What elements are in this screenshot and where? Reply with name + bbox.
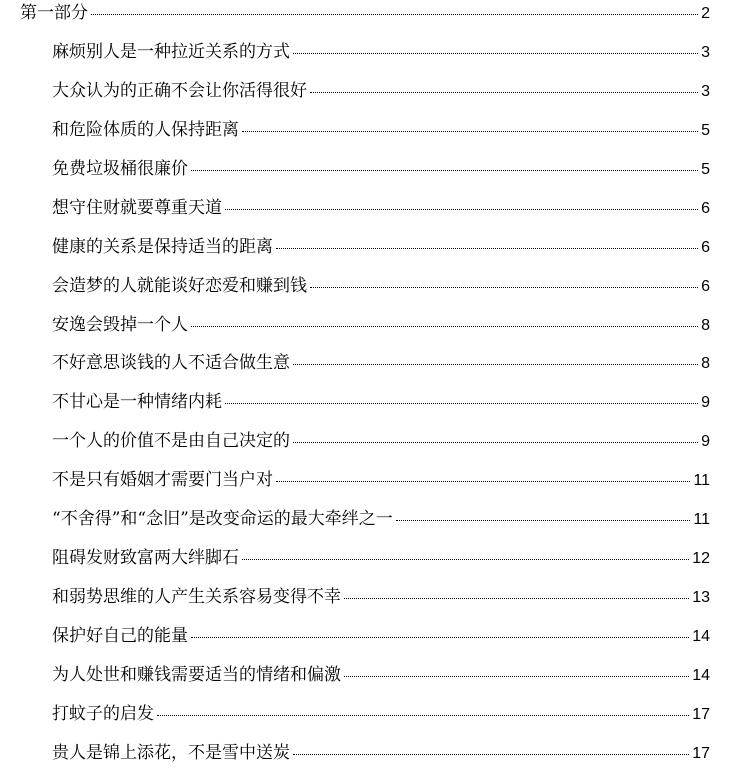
toc-dot-leader bbox=[91, 14, 698, 15]
toc-entry[interactable] bbox=[52, 39, 710, 65]
toc-entry-page-number: 17 bbox=[692, 745, 710, 762]
toc-dot-leader bbox=[242, 559, 689, 560]
toc-dot-leader bbox=[157, 715, 689, 716]
toc-entry-page-number: 17 bbox=[692, 706, 710, 723]
toc-entry[interactable] bbox=[52, 156, 710, 182]
toc-entry-title: 保护好自己的能量 bbox=[52, 626, 188, 646]
toc-entry-page-number: 9 bbox=[701, 394, 710, 411]
toc-entry-page-number: 6 bbox=[701, 278, 710, 295]
toc-entry-page-number: 9 bbox=[701, 433, 710, 450]
toc-dot-leader bbox=[191, 326, 698, 327]
toc-entry-page-number: 3 bbox=[701, 83, 710, 100]
toc-entry-page-number: 6 bbox=[701, 239, 710, 256]
toc-dot-leader bbox=[191, 170, 698, 171]
toc-entry[interactable] bbox=[52, 312, 710, 338]
toc-entry-title: 和危险体质的人保持距离 bbox=[52, 120, 239, 140]
toc-dot-leader bbox=[293, 53, 698, 54]
toc-dot-leader bbox=[344, 598, 689, 599]
toc-entry[interactable] bbox=[52, 623, 710, 649]
toc-entry-title: 大众认为的正确不会让你活得很好 bbox=[52, 81, 307, 101]
toc-entry-page-number: 6 bbox=[701, 200, 710, 217]
toc-dot-leader bbox=[344, 676, 689, 677]
toc-entry-title: 安逸会毁掉一个人 bbox=[52, 315, 188, 335]
toc-dot-leader bbox=[310, 92, 698, 93]
toc-entry-title: 一个人的价值不是由自己决定的 bbox=[52, 431, 290, 451]
toc-dot-leader bbox=[276, 248, 698, 249]
toc-entry-title: 不是只有婚姻才需要门当户对 bbox=[52, 470, 273, 490]
toc-heading-title: 第一部分 bbox=[20, 3, 88, 23]
toc-entry[interactable] bbox=[52, 701, 710, 727]
toc-entry-page-number: 14 bbox=[692, 628, 710, 645]
toc-entry[interactable] bbox=[52, 584, 710, 610]
toc-entry[interactable] bbox=[52, 545, 710, 571]
toc-entry-title: 打蚊子的启发 bbox=[52, 704, 154, 724]
toc-dot-leader bbox=[276, 481, 690, 482]
toc-entry[interactable] bbox=[52, 428, 710, 454]
toc-entry-page-number: 5 bbox=[701, 161, 710, 178]
toc-entry-page-number: 11 bbox=[693, 511, 710, 528]
toc-entry[interactable] bbox=[52, 234, 710, 260]
toc-entry-title: 不甘心是一种情绪内耗 bbox=[52, 392, 222, 412]
toc-entry-page-number: 3 bbox=[701, 44, 710, 61]
toc-entry[interactable] bbox=[52, 78, 710, 104]
toc-entry-title: 麻烦别人是一种拉近关系的方式 bbox=[52, 42, 290, 62]
toc-entry-page-number: 14 bbox=[692, 667, 710, 684]
toc-entry[interactable] bbox=[52, 740, 710, 766]
toc-entry[interactable] bbox=[52, 273, 710, 299]
toc-entry-page-number: 8 bbox=[701, 355, 710, 372]
toc-dot-leader bbox=[293, 442, 698, 443]
toc-entry-title: 阻碍发财致富两大绊脚石 bbox=[52, 548, 239, 568]
toc-dot-leader bbox=[293, 364, 698, 365]
toc-entry-page-number: 8 bbox=[701, 317, 710, 334]
toc-dot-leader bbox=[293, 754, 689, 755]
toc-entry-title: 想守住财就要尊重天道 bbox=[52, 198, 222, 218]
toc-heading-part-1[interactable] bbox=[20, 0, 710, 26]
toc-entry-page-number: 13 bbox=[692, 589, 710, 606]
toc-entry[interactable] bbox=[52, 662, 710, 688]
toc-entry-title: “不舍得”和“念旧”是改变命运的最大牵绊之一 bbox=[52, 509, 393, 529]
toc-entry[interactable] bbox=[52, 117, 710, 143]
toc-dot-leader bbox=[225, 403, 698, 404]
toc-entry-title: 会造梦的人就能谈好恋爱和赚到钱 bbox=[52, 276, 307, 296]
toc-entry-title: 免费垃圾桶很廉价 bbox=[52, 159, 188, 179]
toc-entry-title: 不好意思谈钱的人不适合做生意 bbox=[52, 353, 290, 373]
toc-dot-leader bbox=[396, 520, 691, 521]
toc-entry[interactable] bbox=[52, 195, 710, 221]
toc-entry-page-number: 12 bbox=[692, 550, 710, 567]
toc-entry[interactable] bbox=[52, 350, 710, 376]
toc-entry-title: 健康的关系是保持适当的距离 bbox=[52, 237, 273, 257]
toc-dot-leader bbox=[310, 287, 698, 288]
toc-entry[interactable] bbox=[52, 467, 710, 493]
toc-entry-title: 贵人是锦上添花，不是雪中送炭 bbox=[52, 743, 290, 763]
toc-entry-page-number: 11 bbox=[693, 472, 710, 489]
toc-entry[interactable] bbox=[52, 506, 710, 532]
toc-entry[interactable] bbox=[52, 389, 710, 415]
toc-dot-leader bbox=[225, 209, 698, 210]
toc-entry-title: 为人处世和赚钱需要适当的情绪和偏激 bbox=[52, 665, 341, 685]
toc-heading-page-number: 2 bbox=[701, 5, 710, 22]
toc-entry-title: 和弱势思维的人产生关系容易变得不幸 bbox=[52, 587, 341, 607]
toc-entry-page-number: 5 bbox=[701, 122, 710, 139]
toc-dot-leader bbox=[191, 637, 689, 638]
toc-dot-leader bbox=[242, 131, 698, 132]
